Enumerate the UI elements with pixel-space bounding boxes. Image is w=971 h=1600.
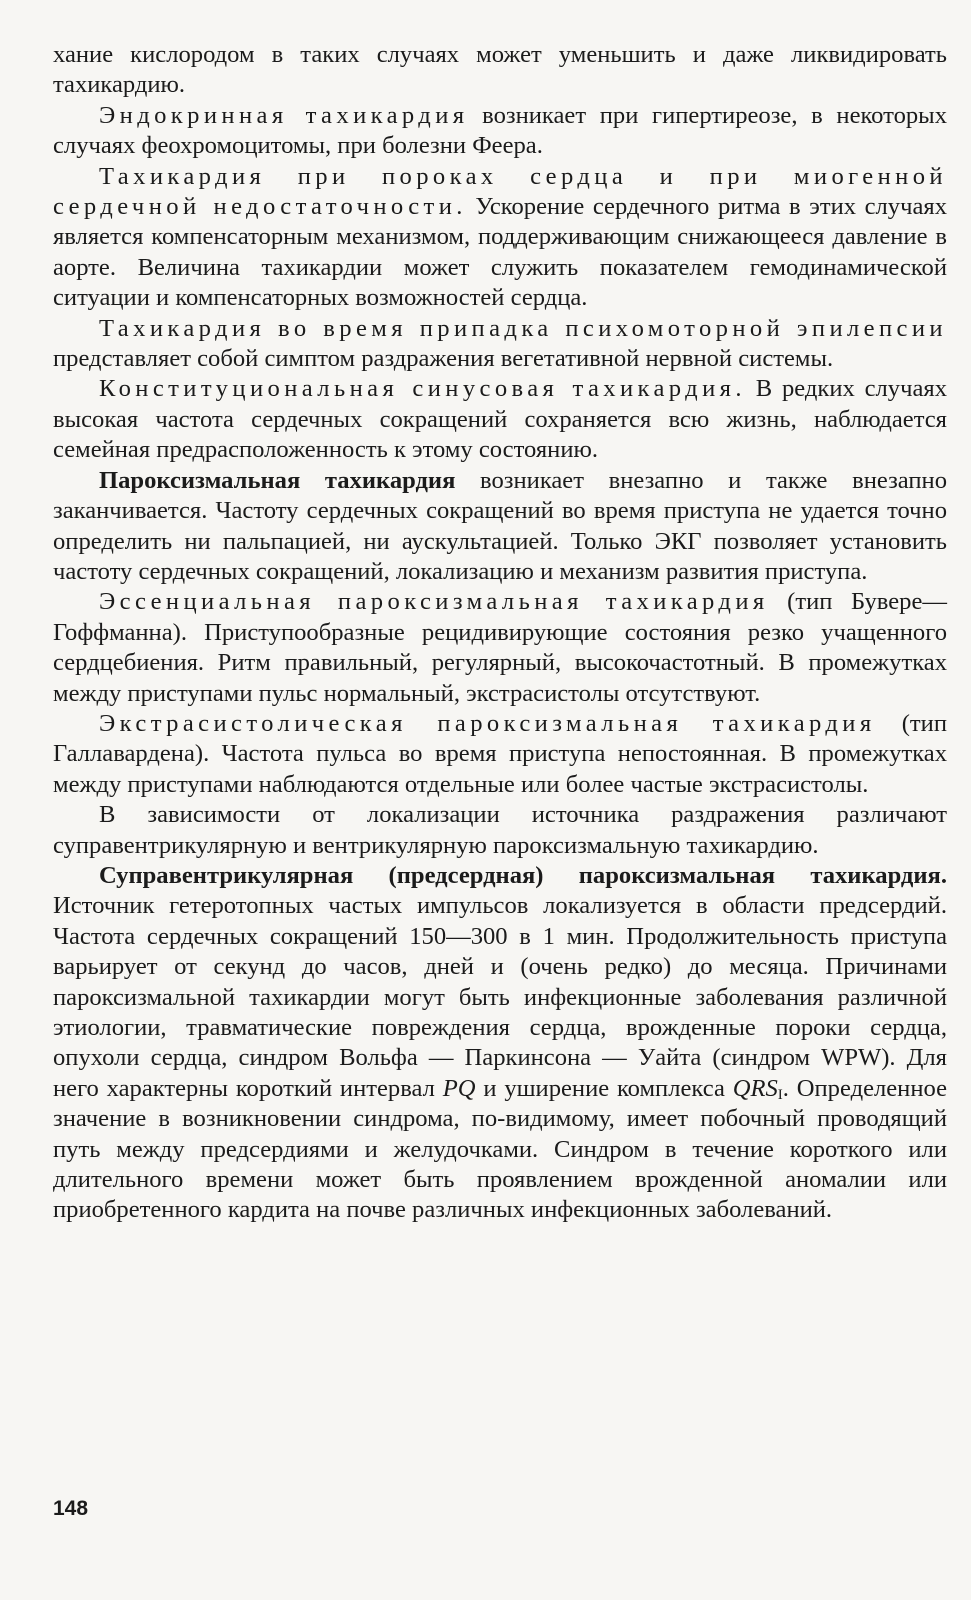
text-run: Пароксизмальная тахикардия [99,466,456,494]
text-run: Эссенциальная пароксизмальная тахикардия [99,588,769,616]
paragraph-6 [53,587,947,709]
text-run: (тип Бувере—Гоффманна). Приступообразные рецидивирующие состояния резко учащенного сердцебиения. Ритм правильный, регулярный, высокочастотный. В промежутках между приступами пульс нормальный, экстрасистолы отсутствуют. [53,588,947,707]
paragraph-2 [53,162,947,314]
page-number: 148 [53,1497,89,1520]
paragraph-9 [53,861,947,1226]
text-run: QRS [732,1074,778,1102]
text-run: PQ [442,1074,476,1102]
paragraph-3 [53,314,947,375]
text-run: возникает внезапно и также внезапно заканчивается. Частоту сердечных сокращений во время приступа не удается точно определить ни пальпацией, ни аускультацией. Только ЭКГ позволяет установить частоту сердечных сокращений, локализацию и механизм развития приступа. [53,466,947,585]
text-run: В редких случаях высокая частота сердечных сокращений сохраняется всю жизнь, наблюдается семейная предрасположенность к этому состоянию. [53,375,947,464]
text-run: возникает при гипертиреозе, в некоторых случаях феохромоцитомы, при болезни Феера. [53,101,947,160]
text-run: представляет собой симптом раздражения вегетативной нервной системы. [53,345,834,373]
text-run: I [777,1086,783,1103]
text-run: Экстрасистолическая пароксизмальная тахикардия [99,709,876,737]
body-text [53,40,947,1226]
paragraph-5 [53,466,947,588]
text-run: Эндокринная тахикардия [99,101,469,129]
paragraph-8 [53,800,947,861]
paragraph-0 [53,40,947,101]
text-run: (тип Галлавардена). Частота пульса во время приступа непостоянная. В промежутках между приступами наблюдаются отдельные или более частые экстрасистолы. [53,709,947,798]
text-run: Тахикардия во время припадка психомоторной эпилепсии [99,314,947,342]
paragraph-7 [53,709,947,800]
text-run: В зависимости от локализации источника раздражения различают суправентрикулярную и вентрикулярную пароксизмальную тахикардию. [53,801,947,859]
text-run: . Определенное значение в возникновении синдрома, по-видимому, имеет побочный проводящий путь между предсердиями и желудочками. Синдром в течение короткого или длительного времени может быть проявлением врожденной аномалии или приобретенного кардита на почве различных инфекционных заболеваний. [53,1074,948,1224]
text-run: Конституциональная синусовая тахикардия. [99,375,746,403]
text-run: Источник гетеротопных частых импульсов локализуется в области предсердий. Частота сердечных сокращений 150—300 в 1 мин. Продолжительность приступа варьирует от секунд до часов, дней и (очень редко) до месяца. Причинами пароксизмальной тахикардии могут быть инфекционные заболевания различной этиологии, травматические повреждения сердца, врожденные пороки сердца, опухоли сердца, синдром Вольфа — Паркинсона — Уайта (синдром WPW). Для него характерны короткий интервал [53,892,947,1102]
text-run: и уширение комплекса [475,1074,733,1102]
text-run: Ускорение сердечного ритма в этих случаях является компенсаторным механизмом, поддерживающим снижающееся давление в аорте. Величина тахикардии может служить показателем гемодинамической ситуации и компенсаторных возможностей сердца. [53,193,947,312]
paragraph-4 [53,374,947,465]
paragraph-1 [53,101,947,162]
text-run: Суправентрикулярная (предсердная) пароксизмальная тахикардия. [99,861,947,889]
text-run: Тахикардия при пороках сердца и при миогенной сердечной недостаточности. [53,162,947,221]
text-run: хание кислородом в таких случаях может уменьшить и даже ликвидировать тахикардию. [53,41,947,99]
